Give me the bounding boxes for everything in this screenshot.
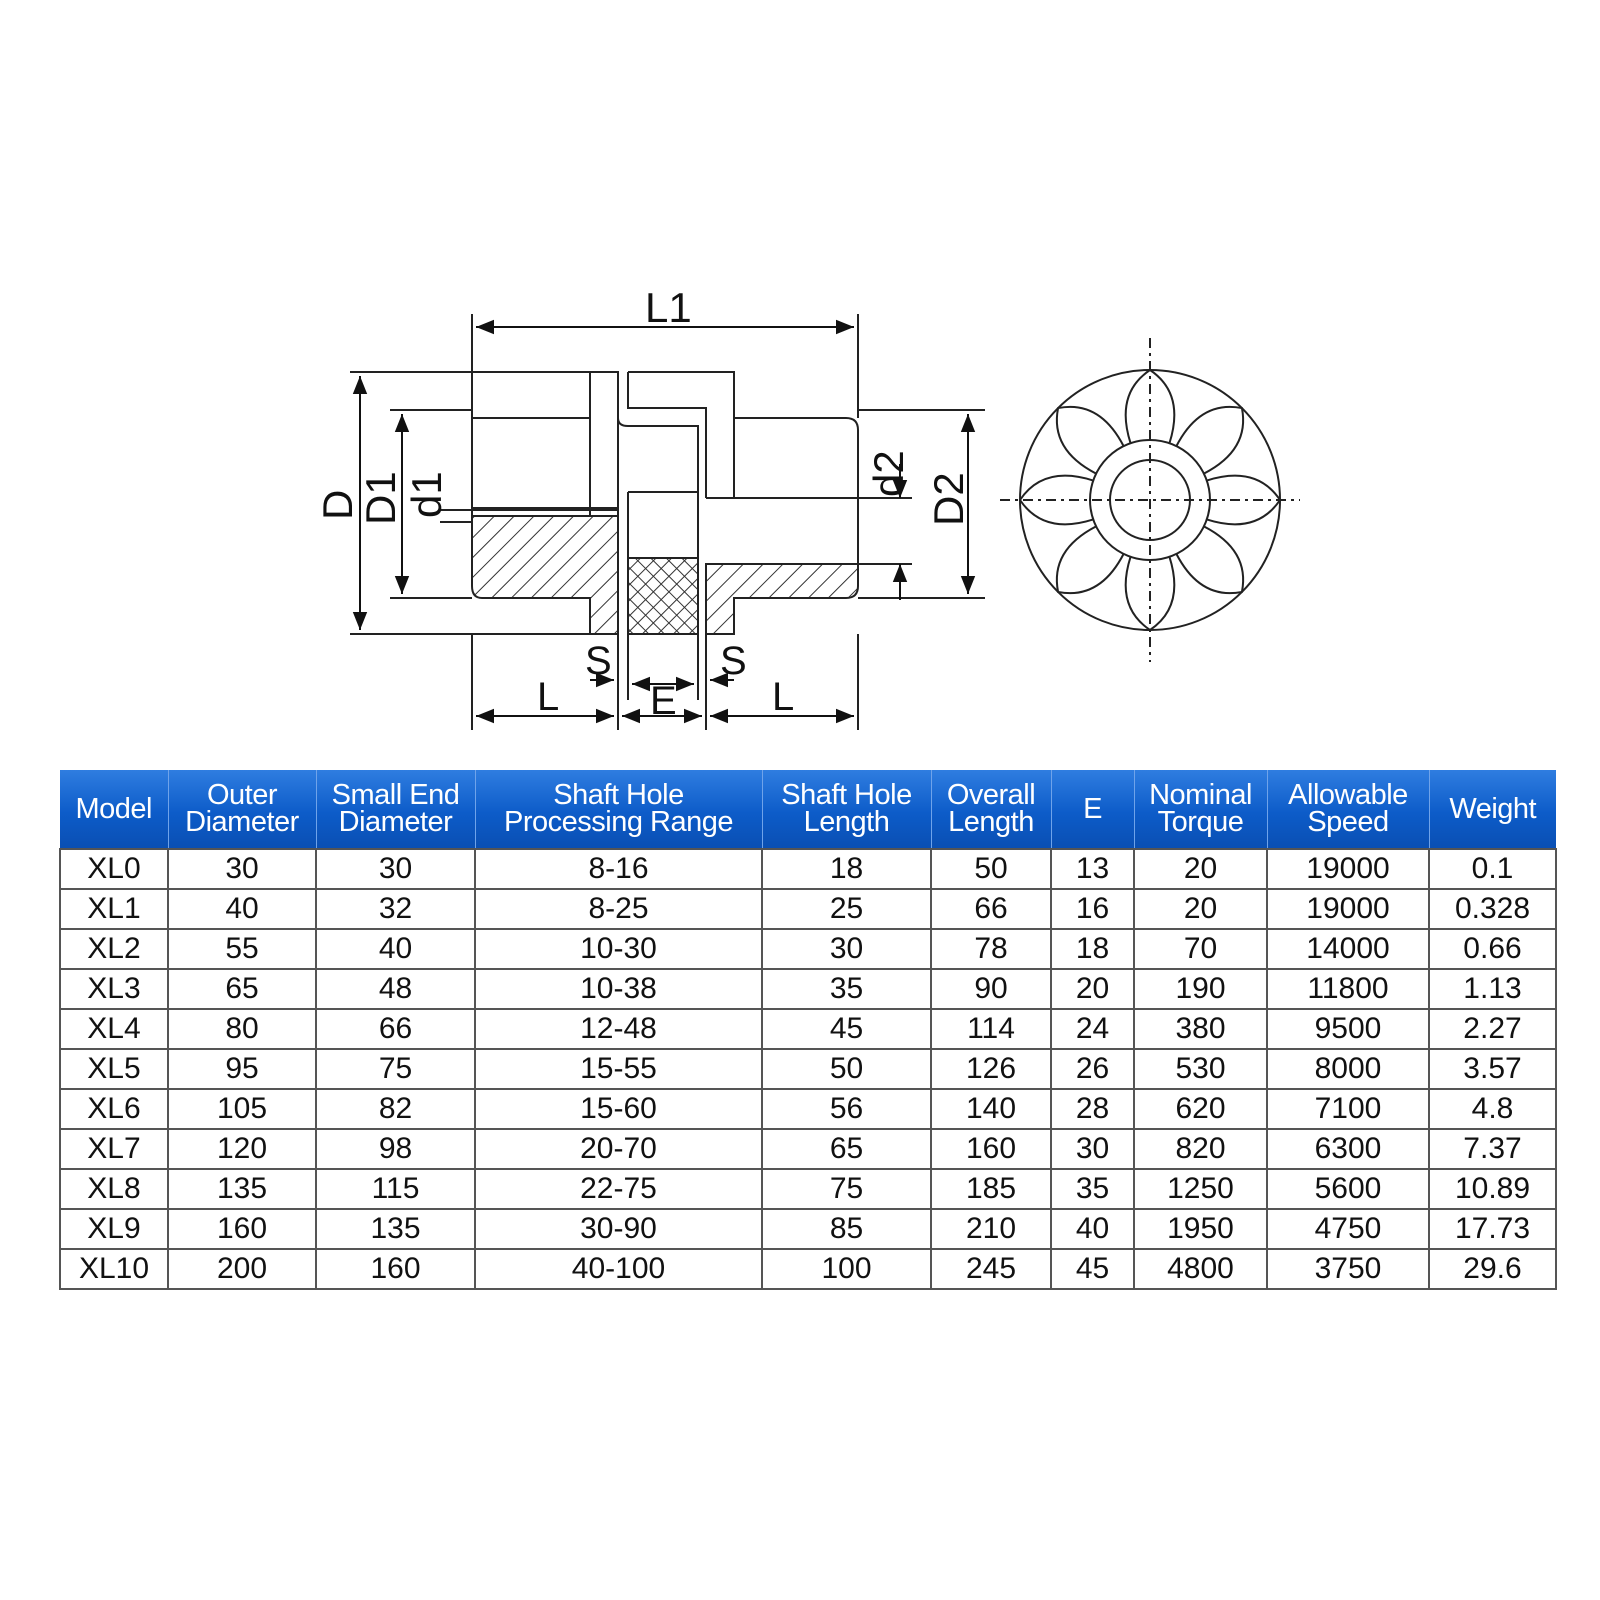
table-cell: 50	[931, 849, 1051, 889]
table-cell: 0.1	[1429, 849, 1556, 889]
table-cell: 380	[1134, 1009, 1267, 1049]
table-cell: XL4	[60, 1009, 168, 1049]
column-header	[475, 770, 762, 849]
table-cell: 10-38	[475, 969, 762, 1009]
table-cell: 10.89	[1429, 1169, 1556, 1209]
column-header-text: Outer	[206, 779, 278, 811]
column-header-text: Weight	[1449, 792, 1537, 825]
table-cell: 85	[762, 1209, 931, 1249]
table-cell: 1250	[1134, 1169, 1267, 1209]
table-cell: 114	[931, 1009, 1051, 1049]
table-row	[60, 849, 1556, 889]
table-row	[60, 1009, 1556, 1049]
table-cell: 126	[931, 1049, 1051, 1089]
column-header-text: Model	[75, 792, 152, 825]
table-cell: 65	[168, 969, 316, 1009]
table-cell: 9500	[1267, 1009, 1429, 1049]
table-cell: 75	[762, 1169, 931, 1209]
table-row	[60, 1049, 1556, 1089]
table-cell: 66	[316, 1009, 475, 1049]
column-header-text: Length	[803, 806, 890, 838]
table-row	[60, 1129, 1556, 1169]
table-cell: XL3	[60, 969, 168, 1009]
table-cell: 13	[1051, 849, 1134, 889]
table-cell: 66	[931, 889, 1051, 929]
column-header-text: Shaft Hole	[553, 779, 684, 811]
dim-label-L1: L1	[645, 284, 692, 331]
table-cell: 5600	[1267, 1169, 1429, 1209]
table-cell: 8-25	[475, 889, 762, 929]
table-cell: 56	[762, 1089, 931, 1129]
right-hub-section	[706, 564, 858, 634]
table-cell: 11800	[1267, 969, 1429, 1009]
column-header-text: E	[1083, 792, 1102, 825]
table-cell: 45	[1051, 1249, 1134, 1289]
table-cell: 45	[762, 1009, 931, 1049]
jaw-petal	[1057, 526, 1124, 593]
dim-label-S-right: S	[720, 639, 747, 683]
table-cell: 0.66	[1429, 929, 1556, 969]
end-view	[1000, 338, 1300, 662]
table-cell: 135	[316, 1209, 475, 1249]
column-header-text: Small End	[331, 779, 460, 811]
table-cell: XL7	[60, 1129, 168, 1169]
table-cell: 82	[316, 1089, 475, 1129]
table-header-row	[60, 770, 1556, 849]
column-header-text: Torque	[1157, 806, 1244, 838]
column-header-text: Processing Range	[504, 806, 733, 838]
table-cell: 245	[931, 1249, 1051, 1289]
table-cell: 20	[1134, 849, 1267, 889]
table-cell: 18	[762, 849, 931, 889]
table-cell: 20	[1051, 969, 1134, 1009]
column-header	[1267, 770, 1429, 849]
column-header-text: Overall	[946, 779, 1036, 811]
dim-label-L-left: L	[537, 675, 560, 719]
left-hub-section	[472, 516, 618, 634]
table-cell: 26	[1051, 1049, 1134, 1089]
table-cell: 2.27	[1429, 1009, 1556, 1049]
table-cell: 115	[316, 1169, 475, 1209]
table-cell: 8-16	[475, 849, 762, 889]
dim-label-E: E	[650, 679, 677, 723]
table-cell: 78	[931, 929, 1051, 969]
table-cell: 28	[1051, 1089, 1134, 1129]
table-cell: 19000	[1267, 889, 1429, 929]
table-row	[60, 969, 1556, 1009]
column-header-text: Diameter	[338, 806, 453, 838]
column-header-text: Diameter	[185, 806, 299, 838]
table-cell: XL0	[60, 849, 168, 889]
table-cell: 3750	[1267, 1249, 1429, 1289]
column-header-text: Allowable	[1288, 779, 1408, 811]
table-cell: 30	[168, 849, 316, 889]
table-cell: 820	[1134, 1129, 1267, 1169]
table-cell: 12-48	[475, 1009, 762, 1049]
table-cell: 98	[316, 1129, 475, 1169]
table-cell: 75	[316, 1049, 475, 1089]
table-row	[60, 1209, 1556, 1249]
table-cell: 10-30	[475, 929, 762, 969]
table-cell: 120	[168, 1129, 316, 1169]
table-cell: 32	[316, 889, 475, 929]
table-cell: 210	[931, 1209, 1051, 1249]
table-cell: XL8	[60, 1169, 168, 1209]
column-header-text: Speed	[1307, 806, 1389, 838]
column-header	[1134, 770, 1267, 849]
table-cell: 95	[168, 1049, 316, 1089]
table-cell: 100	[762, 1249, 931, 1289]
spider-section	[628, 558, 698, 634]
table-cell: 200	[168, 1249, 316, 1289]
table-cell: 90	[931, 969, 1051, 1009]
table-cell: 29.6	[1429, 1249, 1556, 1289]
table-cell: 8000	[1267, 1049, 1429, 1089]
table-cell: 18	[1051, 929, 1134, 969]
table-body	[60, 849, 1556, 1289]
table-cell: 7100	[1267, 1089, 1429, 1129]
table-cell: 4.8	[1429, 1089, 1556, 1129]
table-cell: 35	[762, 969, 931, 1009]
table-row	[60, 1169, 1556, 1209]
table-row	[60, 929, 1556, 969]
table-cell: 140	[931, 1089, 1051, 1129]
table-cell: 6300	[1267, 1129, 1429, 1169]
table-cell: 30	[762, 929, 931, 969]
jaw-petal	[1176, 526, 1243, 593]
table-cell: 17.73	[1429, 1209, 1556, 1249]
dim-label-S-left: S	[585, 639, 612, 683]
table-cell: 1950	[1134, 1209, 1267, 1249]
table-cell: 40	[1051, 1209, 1134, 1249]
dim-label-D1: D1	[357, 471, 404, 525]
table-cell: 55	[168, 929, 316, 969]
table-cell: 35	[1051, 1169, 1134, 1209]
table-cell: 20	[1134, 889, 1267, 929]
table-cell: 30	[1051, 1129, 1134, 1169]
table-cell: 135	[168, 1169, 316, 1209]
dim-label-d1: d1	[403, 471, 450, 518]
table-row	[60, 1249, 1556, 1289]
jaw-petal	[1176, 407, 1243, 474]
column-header	[60, 770, 168, 849]
spec-table	[59, 770, 1557, 1290]
table-cell: 4750	[1267, 1209, 1429, 1249]
table-cell: 40	[316, 929, 475, 969]
table-cell: 160	[931, 1129, 1051, 1169]
table-cell: 15-55	[475, 1049, 762, 1089]
column-header-text: Nominal	[1149, 779, 1252, 811]
table-cell: 15-60	[475, 1089, 762, 1129]
table-cell: 160	[168, 1209, 316, 1249]
table-cell: XL9	[60, 1209, 168, 1249]
table-cell: 3.57	[1429, 1049, 1556, 1089]
table-cell: 0.328	[1429, 889, 1556, 929]
table-cell: 16	[1051, 889, 1134, 929]
column-header	[316, 770, 475, 849]
table-cell: 160	[316, 1249, 475, 1289]
column-header	[168, 770, 316, 849]
table-row	[60, 1089, 1556, 1129]
table-cell: 30-90	[475, 1209, 762, 1249]
table-cell: 48	[316, 969, 475, 1009]
dim-label-D: D	[314, 489, 361, 520]
column-header-text: Length	[948, 806, 1034, 838]
coupling-drawing	[0, 0, 1600, 760]
table-cell: 14000	[1267, 929, 1429, 969]
table-cell: 20-70	[475, 1129, 762, 1169]
table-cell: 70	[1134, 929, 1267, 969]
table-cell: 24	[1051, 1009, 1134, 1049]
table-cell: 25	[762, 889, 931, 929]
side-section-view	[350, 314, 985, 730]
table-cell: 80	[168, 1009, 316, 1049]
column-header	[762, 770, 931, 849]
table-cell: 22-75	[475, 1169, 762, 1209]
table-cell: 7.37	[1429, 1129, 1556, 1169]
table-cell: XL2	[60, 929, 168, 969]
table-cell: 19000	[1267, 849, 1429, 889]
table-cell: 30	[316, 849, 475, 889]
table-cell: 185	[931, 1169, 1051, 1209]
table-cell: 4800	[1134, 1249, 1267, 1289]
table-cell: XL1	[60, 889, 168, 929]
jaw-petal	[1057, 407, 1124, 474]
column-header	[1429, 770, 1556, 849]
table-cell: 190	[1134, 969, 1267, 1009]
column-header-text: Shaft Hole	[781, 779, 912, 811]
table-cell: 1.13	[1429, 969, 1556, 1009]
table-cell: 40	[168, 889, 316, 929]
dim-label-D2: D2	[925, 472, 972, 526]
column-header	[1051, 770, 1134, 849]
table-cell: 40-100	[475, 1249, 762, 1289]
dim-label-d2: d2	[865, 450, 912, 497]
table-cell: 530	[1134, 1049, 1267, 1089]
table-cell: XL10	[60, 1249, 168, 1289]
table-cell: 65	[762, 1129, 931, 1169]
table-cell: 620	[1134, 1089, 1267, 1129]
column-header	[931, 770, 1051, 849]
dim-label-L-right: L	[772, 675, 795, 719]
table-cell: 50	[762, 1049, 931, 1089]
table-cell: XL6	[60, 1089, 168, 1129]
table-cell: XL5	[60, 1049, 168, 1089]
table-row	[60, 889, 1556, 929]
table-cell: 105	[168, 1089, 316, 1129]
